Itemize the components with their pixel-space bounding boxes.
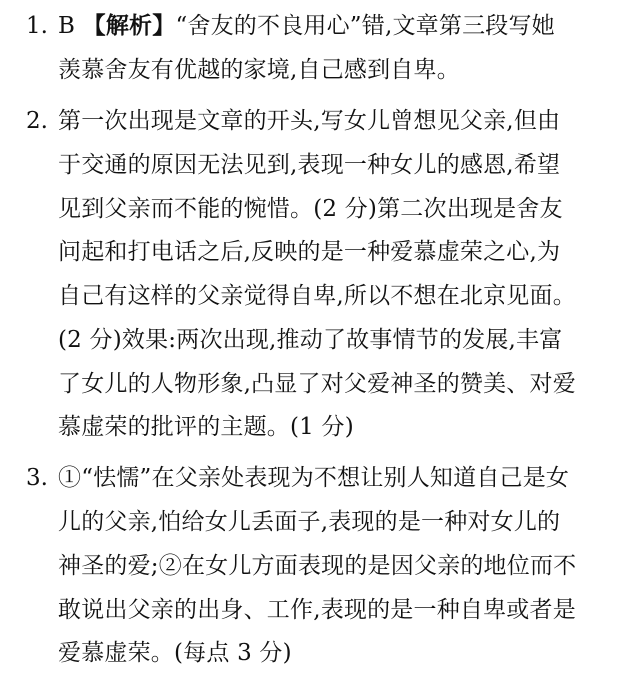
answer-2-line-6: (2 分)效果:两次出现,推动了故事情节的发展,丰富 [58, 327, 563, 353]
answer-2-line-7: 了女儿的人物形象,凸显了对父爱神圣的赞美、对爱 [58, 371, 576, 397]
answer-1-choice: B [58, 13, 83, 39]
answer-2-line-4: 问起和打电话之后,反映的是一种爱慕虚荣之心,为 [58, 239, 561, 265]
answer-3-line-3: 神圣的爱;②在女儿方面表现的是因父亲的地位而不 [58, 553, 577, 579]
answer-2-number: 2. [26, 108, 48, 134]
answer-3-line-2: 儿的父亲,怕给女儿丢面子,表现的是一种对女儿的 [58, 509, 561, 535]
answer-1-line-1 [58, 6, 555, 46]
answer-3-line-4: 敢说出父亲的出身、工作,表现的是一种自卑或者是 [58, 597, 576, 623]
answer-1-line-2: 羡慕舍友有优越的家境,自己感到自卑。 [58, 57, 460, 83]
analysis-label: 【解析】 [82, 12, 176, 39]
answer-2-line-8: 慕虚荣的批评的主题。(1 分) [58, 414, 354, 440]
answer-1-number: 1. [26, 13, 48, 39]
answer-2-line-5: 自己有这样的父亲觉得自卑,所以不想在北京见面。 [58, 283, 576, 309]
answer-3-number: 3. [26, 465, 48, 491]
answer-2-line-1: 第一次出现是文章的开头,写女儿曾想见父亲,但由 [58, 108, 561, 134]
answer-3-line-1: ①“怯懦”在父亲处表现为不想让别人知道自己是女 [58, 465, 570, 491]
answer-3-line-5: 爱慕虚荣。(每点 3 分) [58, 640, 292, 666]
answer-2-line-3: 见到父亲而不能的惋惜。(2 分)第二次出现是舍友 [58, 196, 563, 222]
answer-2-line-2: 于交通的原因无法见到,表现一种女儿的感恩,希望 [58, 152, 561, 178]
answer-1-text: “舍友的不良用心”错,文章第三段写她 [175, 13, 555, 39]
